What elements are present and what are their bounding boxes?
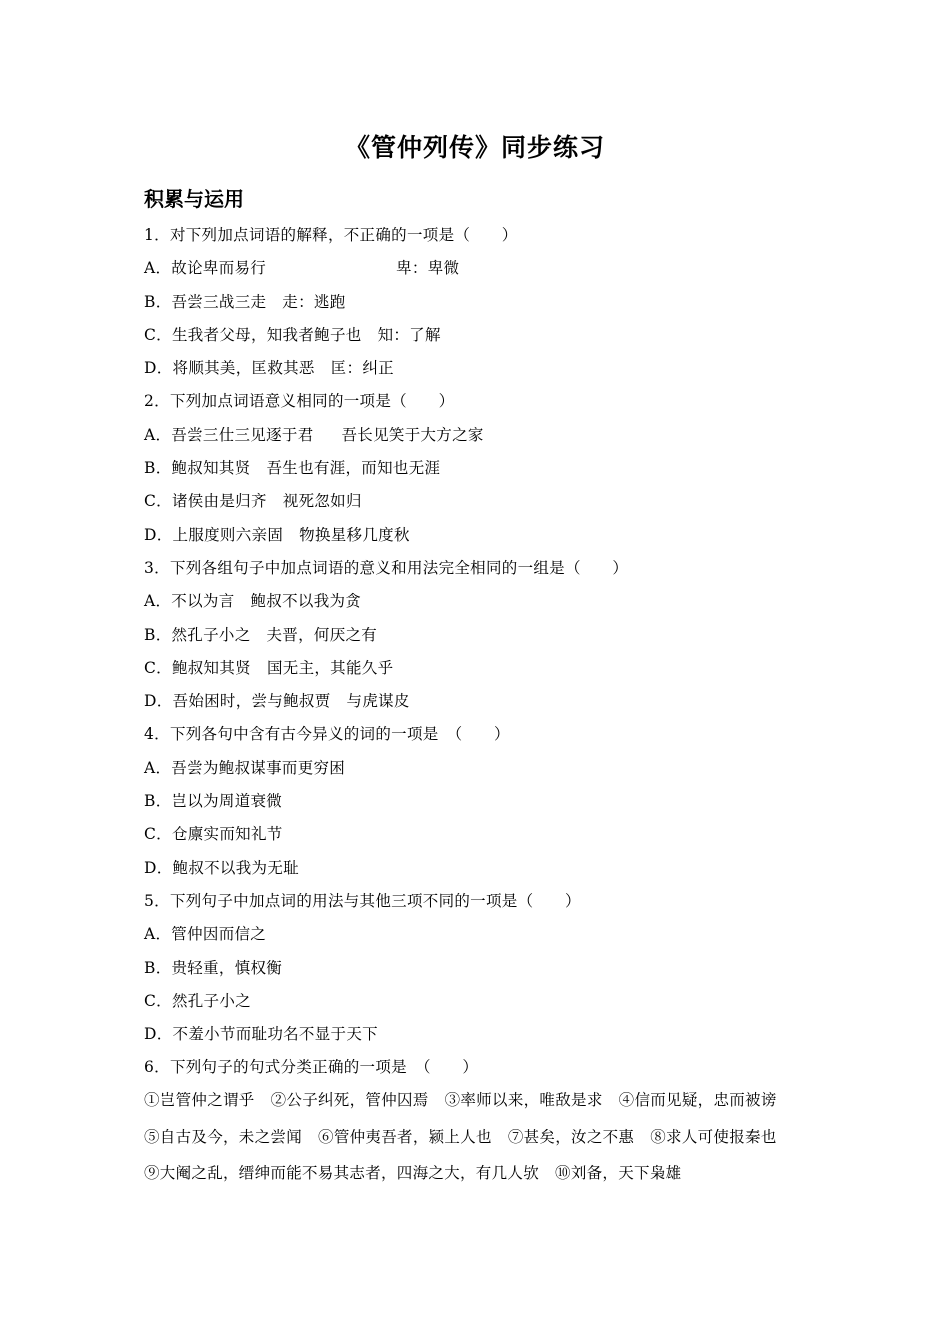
option-text: C．生我者父母，知我者鲍子也	[144, 325, 362, 344]
question-list	[144, 219, 814, 1085]
question-4-option-c: C．仓廪实而知礼节	[144, 825, 283, 844]
option-gloss: 走：逃跑	[282, 292, 346, 311]
option-right: 吾生也有涯，而知也无涯	[266, 459, 441, 478]
question-2-option-c	[144, 485, 814, 518]
option-right: 鲍叔不以我为贪	[250, 592, 362, 611]
question-3-option-d	[144, 685, 814, 718]
option-left: D．吾始困时，尝与鲍叔贾	[144, 692, 331, 711]
question-4-option-b: B．岂以为周道衰微	[144, 792, 283, 811]
sentence-item: ④信而见疑，忠而被谤	[618, 1091, 777, 1109]
question-2-option-d	[144, 519, 814, 552]
sentence-item: ③率师以来，唯敌是求	[444, 1091, 603, 1109]
question-2-stem: 2．下列加点词语意义相同的一项是（ ）	[144, 392, 455, 411]
question-6-sentences	[144, 1082, 814, 1192]
sentence-item: ⑥管仲夷吾者，颍上人也	[318, 1127, 492, 1146]
question-3-option-c	[144, 652, 814, 685]
option-gloss: 知：了解	[377, 325, 441, 344]
sentence-row	[144, 1155, 814, 1192]
question-1-option-c	[144, 319, 814, 352]
question-5-option-d: D．不羞小节而耻功名不显于天下	[144, 1025, 378, 1044]
option-right: 吾长见笑于大方之家	[341, 425, 484, 444]
question-3-option-a	[144, 585, 814, 618]
option-text: A．故论卑而易行	[144, 259, 267, 278]
option-right: 国无主，其能久乎	[266, 658, 394, 677]
option-right: 视死忽如归	[282, 492, 362, 511]
question-5-option-b: B．贵轻重，慎权衡	[144, 958, 283, 977]
question-2-option-a	[144, 419, 814, 452]
question-1-stem: 1．对下列加点词语的解释，不正确的一项是（ ）	[144, 226, 518, 244]
option-gloss: 匡：纠正	[330, 359, 394, 378]
question-2-option-b	[144, 452, 814, 485]
sentence-item: ①岂管仲之谓乎	[144, 1091, 255, 1109]
sentence-row	[144, 1082, 814, 1119]
question-1-option-d	[144, 352, 814, 385]
option-left: D．上服度则六亲固	[144, 525, 284, 544]
question-5-option-c: C．然孔子小之	[144, 991, 251, 1010]
sentence-item: ⑨大阉之乱，缙绅而能不易其志者，四海之大，有几人欤	[144, 1164, 540, 1182]
sentence-row	[144, 1119, 814, 1156]
question-3-option-b	[144, 619, 814, 652]
option-right: 夫晋，何厌之有	[266, 625, 378, 644]
question-4-option-d: D．鲍叔不以我为无耻	[144, 858, 299, 877]
question-4-option-a: A．吾尝为鲍叔谋事而更穷困	[144, 758, 346, 777]
option-right: 与虎谋皮	[346, 692, 410, 711]
sentence-item: ⑦甚矣，汝之不惠	[507, 1127, 635, 1146]
option-text: B．吾尝三战三走	[144, 292, 267, 311]
sentence-item: ⑩刘备，天下枭雄	[555, 1164, 682, 1182]
option-right: 物换星移几度秋	[299, 525, 410, 544]
question-5-option-a: A．管仲因而信之	[144, 925, 267, 944]
question-4-stem: 4．下列各句中含有古今异义的词的一项是 （ ）	[144, 725, 510, 744]
option-left: B．鲍叔知其贤	[144, 459, 251, 478]
option-left: C．诸侯由是归齐	[144, 492, 267, 511]
question-6-stem: 6．下列句子的句式分类正确的一项是 （ ）	[144, 1058, 479, 1077]
sentence-item: ⑧求人可使报秦也	[650, 1127, 777, 1146]
question-1-option-a	[144, 252, 814, 285]
option-left: A．吾尝三仕三见逐于君	[144, 425, 314, 444]
option-gloss: 卑：卑微	[396, 259, 460, 278]
option-left: A．不以为言	[144, 592, 235, 611]
question-1-option-b	[144, 286, 814, 319]
option-text: D．将顺其美，匡救其恶	[144, 359, 315, 378]
section-heading: 积累与运用	[144, 187, 244, 211]
question-3-stem: 3．下列各组句子中加点词语的意义和用法完全相同的一组是（ ）	[144, 558, 629, 577]
sentence-item: ⑤自古及今，未之尝闻	[144, 1127, 303, 1146]
question-5-stem: 5．下列句子中加点词的用法与其他三项不同的一项是（ ）	[144, 891, 581, 910]
document-title: 《管仲列传》同步练习	[344, 133, 605, 162]
sentence-item: ②公子纠死，管仲囚焉	[270, 1091, 429, 1109]
option-left: B．然孔子小之	[144, 625, 251, 644]
option-left: C．鲍叔知其贤	[144, 658, 251, 677]
